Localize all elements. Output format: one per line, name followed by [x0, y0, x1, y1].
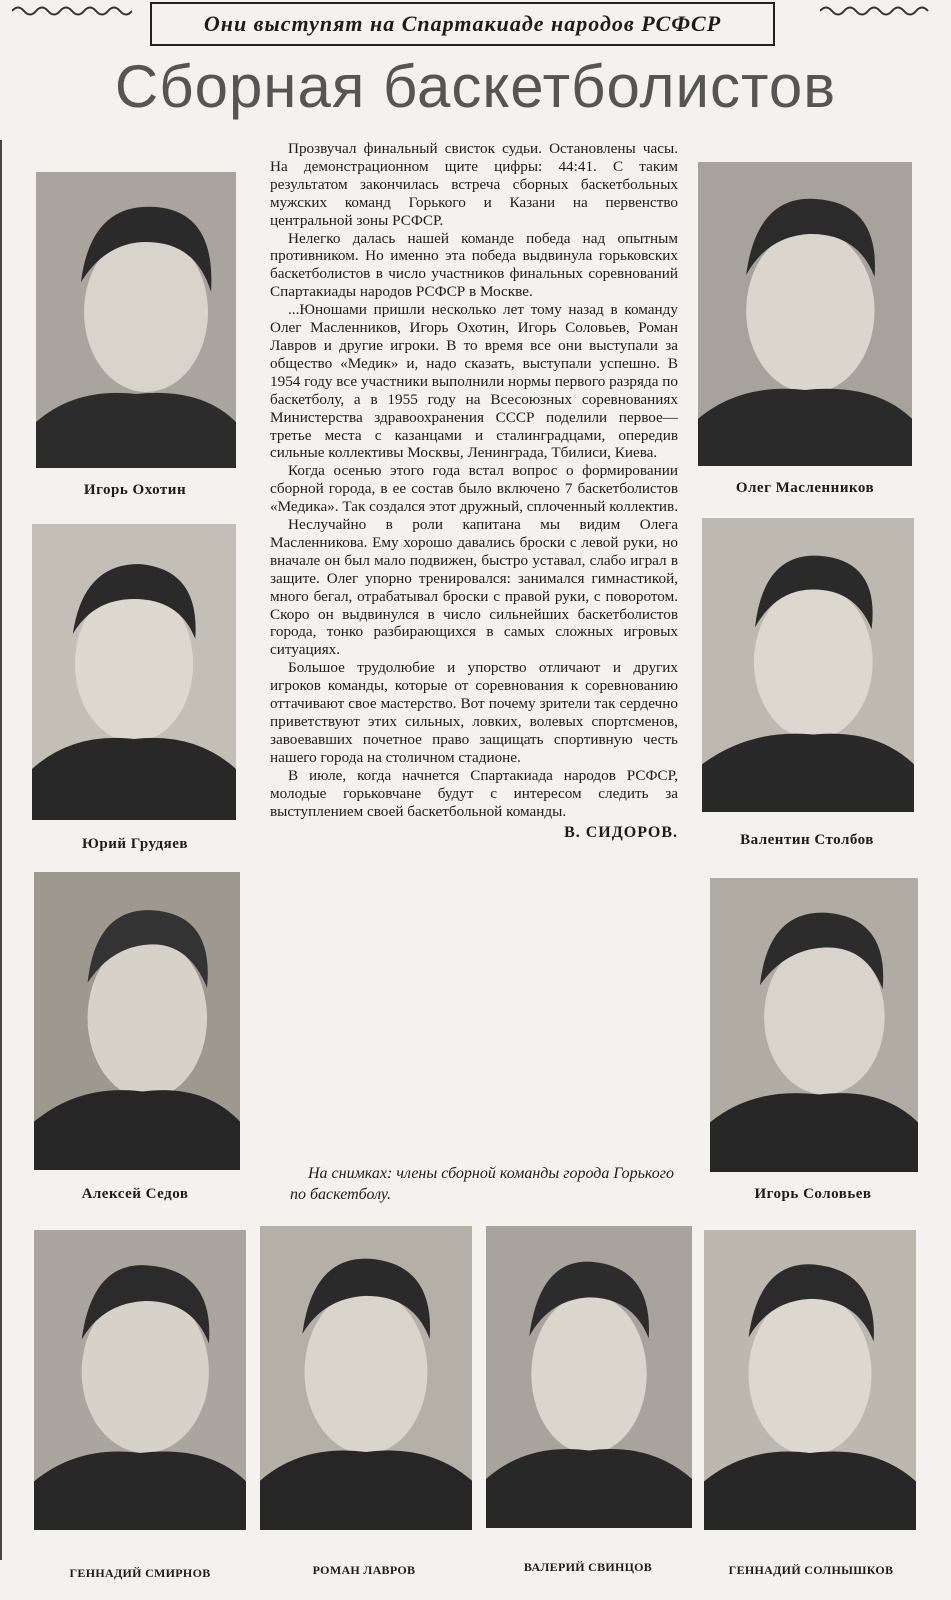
byline: В. СИДОРОВ.	[564, 824, 678, 842]
portrait-photo	[486, 1226, 692, 1528]
article-paragraph: В июле, когда начнется Спартакиада народов РСФСР, молодые горьковчане будут с интересом следить за выступлением своей баскетбольной команды.	[270, 766, 678, 820]
article-paragraph: Прозвучал финальный свисток судьи. Остановлены часы. На демонстрационном щите цифры: 44:41. С таким результатом закончилась встреча сборных баскетбольных мужских команд Горького и Казани на первенство центральной зоны РСФСР.	[270, 140, 678, 229]
player-name: Валентин Столбов	[740, 832, 874, 848]
wavy-ornament-left	[12, 4, 132, 18]
section-kicker: Они выступят на Спартакиаде народов РСФСР	[150, 2, 775, 46]
photo-note: На снимках: члены сборной команды города Горького по баскетболу.	[290, 1165, 675, 1203]
player-name: ГЕННАДИЙ СМИРНОВ	[69, 1566, 211, 1580]
headline: Сборная баскетболистов	[114, 53, 837, 120]
player-name: РОМАН ЛАВРОВ	[312, 1563, 416, 1577]
portrait-photo	[260, 1226, 472, 1530]
portrait-photo	[34, 1230, 246, 1530]
player-name: Юрий Грудяев	[81, 836, 189, 852]
article-paragraph: Большое трудолюбие и упорство отличают и других игроков команды, которые от соревнования к соревнованию оттачивают свое мастерство. Вот почему зрители так сердечно приветствуют этих сильных, ловких, волевых спортсменов, завоевавших почетное право защищать спортивную честь нашего города на столичном стадионе.	[270, 659, 678, 766]
player-name: ГЕННАДИЙ СОЛНЫШКОВ	[728, 1563, 894, 1577]
portrait-photo	[704, 1230, 916, 1530]
portrait-photo	[34, 872, 240, 1170]
portrait-photo	[710, 878, 918, 1172]
player-name: Алексей Седов	[81, 1186, 189, 1202]
article-paragraph: Нелегко далась нашей команде победа над опытным противником. Но именно эта победа выдвинула горьковских баскетболистов в число участников финальных соревнований Спартакиады народов РСФСР в Москве.	[270, 229, 678, 301]
player-name: Олег Масленников	[735, 480, 875, 496]
article-paragraph: Неслучайно в роли капитана мы видим Олега Масленникова. Ему хорошо давались броски с левой руки, но вначале он был мало подвижен, быстро уставал, слабо играл в защите. Олег упорно тренировался: занимался гимнастикой, много бегал, отрабатывал броски с правой руки, с поворотом. Скоро он выдвинулся в число сильнейших баскетболистов города, тонко разбирающихся в самых сложных игровых ситуациях.	[270, 516, 678, 659]
player-name: Игорь Охотин	[83, 482, 187, 498]
portrait-photo	[32, 524, 236, 820]
player-name: ВАЛЕРИЙ СВИНЦОВ	[523, 1560, 653, 1574]
left-margin-rule	[0, 140, 2, 1560]
article-body	[270, 140, 678, 842]
player-name: Игорь Соловьев	[754, 1186, 872, 1202]
portrait-photo	[698, 162, 912, 466]
article-paragraph: ...Юношами пришли несколько лет тому назад в команду Олег Масленников, Игорь Охотин, Игорь Соловьев, Роман Лавров и другие игроки. В то время все они выступали за общество «Медик» и, надо сказать, выступали успешно. В 1954 году все участники выполнили нормы первого разряда по баскетболу, а в 1955 году на Всесоюзных соревнованиях Министерства здравоохранения СССР поделили первое—третье места с казанцами и сталинградцами, опередив сильные коллективы Москвы, Ленинграда, Тбилиси, Киева.	[270, 301, 678, 462]
portrait-photo	[702, 518, 914, 812]
portrait-photo	[36, 172, 236, 468]
wavy-ornament-right	[820, 4, 935, 18]
article-paragraph: Когда осенью этого года встал вопрос о формировании сборной города, в ее состав было включено 7 баскетболистов «Медика». Так создался этот дружный, сплоченный коллектив.	[270, 462, 679, 516]
